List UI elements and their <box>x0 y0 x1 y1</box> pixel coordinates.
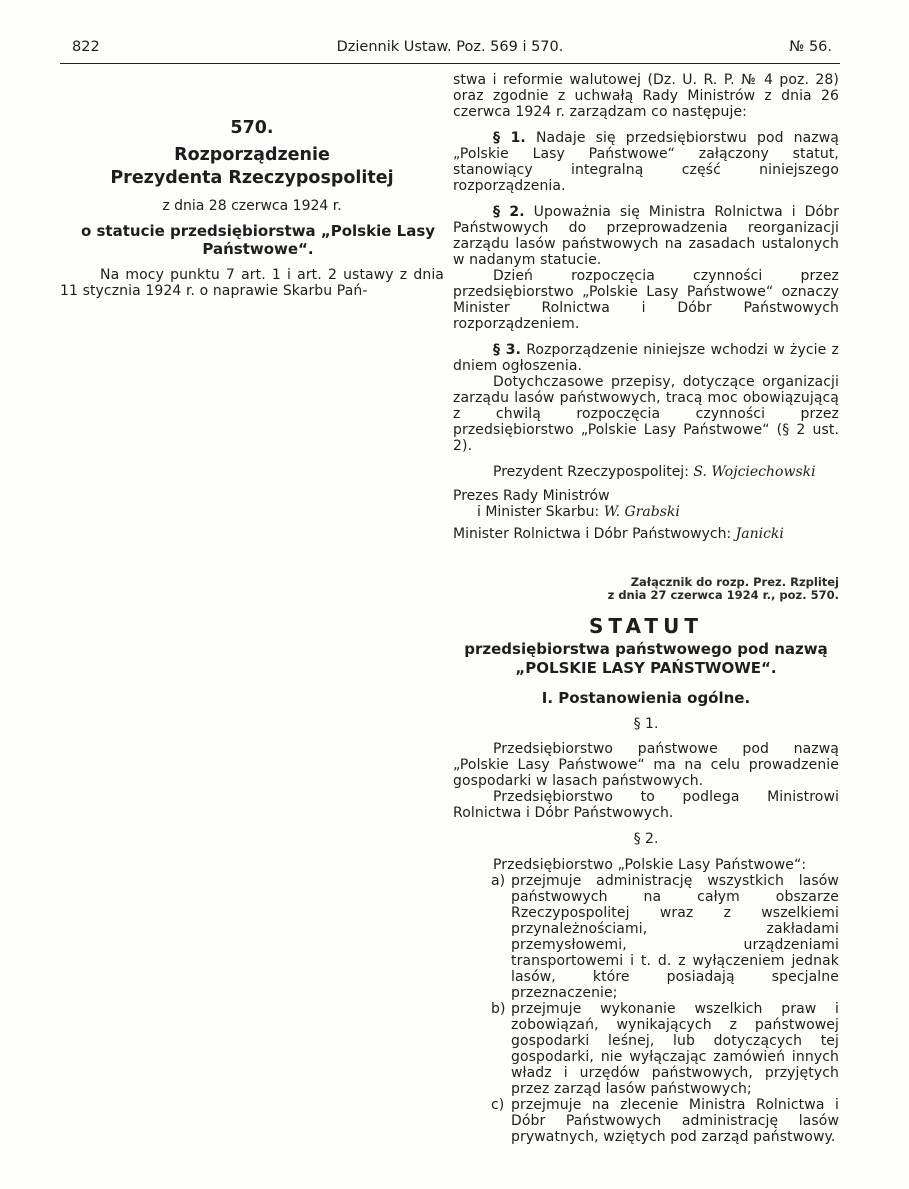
agriculture-minister-role: Minister Rolnictwa i Dóbr Państwowych: <box>453 526 732 542</box>
act-title <box>60 144 444 190</box>
signature-prime-minister <box>453 488 839 520</box>
section-1 <box>453 130 839 194</box>
paragraph-2-intro: Przedsiębiorstwo „Polskie Lasy Państwowe“: <box>493 857 807 873</box>
paragraph-1-heading: § 1. <box>633 716 659 732</box>
act-subject: o statucie przedsiębiorstwa „Polskie Lasy Państwowe“. <box>80 222 436 258</box>
attachment-note <box>453 576 839 602</box>
president-name: S. Wojciechowski <box>693 464 816 480</box>
prime-minister-name: W. Grabski <box>603 504 680 520</box>
paragraph-2-list <box>453 873 839 1145</box>
act-number: 570. <box>230 118 274 138</box>
statute-subtitle <box>453 640 839 678</box>
list-marker: a) <box>491 873 506 889</box>
header-rule <box>60 63 840 64</box>
preamble-continuation: stwa i reformie walutowej (Dz. U. R. P. № 4 poz. 28) oraz zgodnie z uchwałą Rady Ministrów z dnia 26 czerwca 1924 r. zarządzam co następuje: <box>453 72 839 120</box>
section-2-paragraph-2: Dzień rozpoczęcia czynności przez przedsiębiorstwo „Polskie Lasy Państwowe“ oznaczy Minister Rolnictwa i Dóbr Państwowych rozporządzeniem. <box>453 268 839 332</box>
paragraph-1-text-2: Przedsiębiorstwo to podlega Ministrowi Rolnictwa i Dóbr Państwowych. <box>453 789 839 821</box>
signature-president <box>453 464 839 480</box>
signature-agriculture-minister <box>453 526 839 542</box>
section-3-text: Rozporządzenie niniejsze wchodzi w życie z dniem ogłoszenia. <box>453 342 839 374</box>
act-title-line-1: Rozporządzenie <box>174 145 330 165</box>
paragraph-1-text: Przedsiębiorstwo państwowe pod nazwą „Polskie Lasy Państwowe“ ma na celu prowadzenie gospodarki w lasach państwowych. <box>453 741 839 789</box>
attachment-note-line-1: Załącznik do rozp. Prez. Rzplitej <box>630 575 839 589</box>
section-2 <box>453 204 839 268</box>
section-2-text: Upoważnia się Ministra Rolnictwa i Dóbr Państwowych do przeprowadzenia reorganizacji zarządu lasów państwowych na zasadach ustalonych w nadanym statucie. <box>453 204 839 268</box>
right-column <box>453 72 839 1145</box>
list-item-text: przejmuje administrację wszystkich lasów państwowych na całym obszarze Rzeczypospolitej wraz z wszelkiemi przynależnościami, zakładami przemysłowemi, urządzeniami transportowemi i t. d. z wyłączeniem jednak lasów, które posiadają specjalne przeznaczenie; <box>511 873 839 1001</box>
list-item-text: przejmuje na zlecenie Ministra Rolnictwa i Dóbr Państwowych administrację lasów prywatnych, wziętych pod zarząd państwowy. <box>511 1097 839 1145</box>
statute-subtitle-line-1: przedsiębiorstwa państwowego pod nazwą <box>464 640 828 658</box>
section-1-label: § 1. <box>493 130 526 146</box>
list-item <box>453 1001 839 1097</box>
section-2-label: § 2. <box>493 204 525 220</box>
paragraph-2-heading: § 2. <box>633 831 659 847</box>
act-date: z dnia 28 czerwca 1924 r. <box>162 198 342 214</box>
preamble: Na mocy punktu 7 art. 1 i art. 2 ustawy z dnia 11 stycznia 1924 r. o naprawie Skarbu Pań- <box>60 267 444 299</box>
left-column <box>60 70 444 299</box>
running-header <box>60 39 840 61</box>
statute-subtitle-line-2: „POLSKIE LASY PAŃSTWOWE“. <box>515 659 777 677</box>
list-marker: c) <box>491 1097 505 1113</box>
page-number: 822 <box>72 39 100 55</box>
list-marker: b) <box>491 1001 506 1017</box>
section-3-label: § 3. <box>493 342 521 358</box>
president-role: Prezydent Rzeczypospolitej: <box>493 464 689 480</box>
section-3-paragraph-2: Dotychczasowe przepisy, dotyczące organizacji zarządu lasów państwowych, tracą moc obowiązującą z chwilą rozpoczęcia czynności przez przedsiębiorstwo „Polskie Lasy Państwowe“ (§ 2 ust. 2). <box>453 374 839 454</box>
agriculture-minister-name: Janicki <box>735 526 784 542</box>
section-3 <box>453 342 839 374</box>
act-title-line-2: Prezydenta Rzeczypospolitej <box>110 168 394 188</box>
statute-title: STATUT <box>589 614 703 638</box>
list-item <box>453 1097 839 1145</box>
prime-minister-role-b: i Minister Skarbu: <box>477 504 600 520</box>
section-1-text: Nadaje się przedsiębiorstwu pod nazwą „Polskie Lasy Państwowe“ załączony statut, stanowiący integralną część niniejszego rozporządzenia. <box>453 130 839 194</box>
list-item-text: przejmuje wykonanie wszelkich praw i zobowiązań, wynikających z państwowej gospodarki leśnej, lub dotyczących tej gospodarki, nie wyłączając zamówień innych władz i urzędów państwowych, przyjętych przez zarząd lasów państwowych; <box>511 1001 839 1097</box>
chapter-heading: I. Postanowienia ogólne. <box>541 689 751 707</box>
prime-minister-role-a: Prezes Rady Ministrów <box>453 488 610 504</box>
attachment-note-line-2: z dnia 27 czerwca 1924 r., poz. 570. <box>607 588 839 602</box>
journal-title: Dziennik Ustaw. Poz. 569 i 570. <box>336 39 564 55</box>
list-item <box>453 873 839 1001</box>
issue-number: № 56. <box>789 39 832 55</box>
